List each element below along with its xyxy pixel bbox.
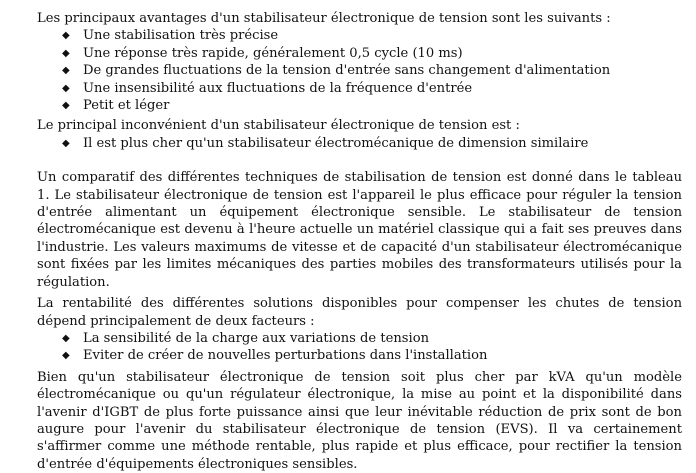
drawbacks-list	[37, 135, 682, 152]
diamond-bullet-icon: ◆	[62, 350, 70, 362]
advantages-list	[37, 27, 682, 114]
list-item: ◆ Eviter de créer de nouvelles perturbations dans l'installation	[62, 348, 488, 364]
profitability-paragraph: La rentabilité des différentes solutions disponibles pour compenser les chutes de tension dépend principalement de deux facteurs :	[37, 296, 682, 329]
diamond-bullet-icon: ◆	[62, 47, 70, 59]
diamond-bullet-icon: ◆	[62, 82, 70, 94]
list-item: ◆ Il est plus cher qu'un stabilisateur électromécanique de dimension similaire	[62, 135, 589, 151]
drawback-intro: Le principal inconvénient d'un stabilisateur électronique de tension est :	[37, 118, 520, 134]
factors-list	[37, 330, 682, 365]
list-item: ◆ De grandes fluctuations de la tension d'entrée sans changement d'alimentation	[62, 63, 611, 79]
diamond-bullet-icon: ◆	[62, 137, 70, 149]
comparison-paragraph: Un comparatif des différentes techniques de stabilisation de tension est donné dans le tableau 1. Le stabilisateur électronique de tension est l'appareil le plus efficace pour réguler la tension d'entrée alimentant un équipement électronique sensible. Le stabilisateur de tension électromécanique est devenu à l'heure actuelle un matériel classique qui a fait ses preuves dans l'industrie. Les valeurs maximums de vitesse et de capacité d'un stabilisateur électromécanique sont fixées par les limites mécaniques des parties mobiles des transformateurs utilisés pour la régulation.	[37, 170, 682, 290]
diamond-bullet-icon: ◆	[62, 332, 70, 344]
list-item: ◆ Une réponse très rapide, généralement 0,5 cycle (10 ms)	[62, 45, 463, 61]
list-item: ◆ Une stabilisation très précise	[62, 28, 279, 44]
diamond-bullet-icon: ◆	[62, 30, 70, 42]
diamond-bullet-icon: ◆	[62, 65, 70, 77]
advantages-intro: Les principaux avantages d'un stabilisateur électronique de tension sont les suivants :	[37, 11, 611, 26]
conclusion-paragraph: Bien qu'un stabilisateur électronique de tension soit plus cher par kVA qu'un modèle électromécanique ou qu'un régulateur électronique, la mise au point et la disponibilité dans l'avenir d'IGBT de plus forte puissance ainsi que leur inévitable réduction de prix sont de bon augure pour l'avenir du stabilisateur électronique de tension (EVS). Il va certainement s'affirmer comme une méthode rentable, plus rapide et plus efficace, pour rectifier la tension d'entrée d'équipements électroniques sensibles.	[37, 369, 682, 472]
list-item: ◆ Petit et léger	[62, 98, 170, 114]
diamond-bullet-icon: ◆	[62, 100, 70, 112]
list-item: ◆ La sensibilité de la charge aux variations de tension	[62, 330, 430, 346]
list-item: ◆ Une insensibilité aux fluctuations de la fréquence d'entrée	[62, 80, 473, 96]
